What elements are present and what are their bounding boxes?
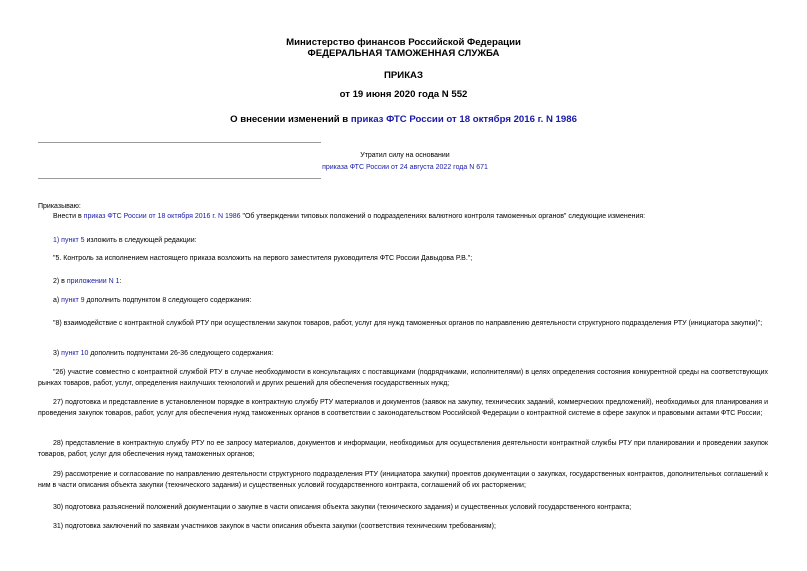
paragraph-31: 31) подготовка заключений по заявкам участников закупок в части описания объекта закупки (соответствия техническим требованиям); <box>53 523 496 530</box>
paragraph-29: 29) рассмотрение и согласование по направлению деятельности структурного подразделения РТУ (инициатора закупки) проектов документации о закупках, государственных контрактов, дополнительных соглашений к ним в части описания объекта закупки (технического задания) и существенных условий государственного контракта, соглашений об их расторжении; <box>38 471 768 489</box>
document-subject <box>0 114 807 125</box>
intro-paragraph: Внести в приказ ФТС России от 18 октября 2016 г. N 1986 "Об утверждении типовых положений о подразделениях валютного контроля таможенных органов" следующие изменения: <box>53 213 646 220</box>
intro-link[interactable]: приказ ФТС России от 18 октября 2016 г. N 1986 <box>83 213 241 220</box>
service-title: ФЕДЕРАЛЬНАЯ ТАМОЖЕННАЯ СЛУЖБА <box>307 48 500 59</box>
divider-top <box>38 142 321 143</box>
item-1-text: "5. Контроль за исполнением настоящего приказа возложить на первого заместителя руководителя ФТС России Давыдова Р.В."; <box>53 255 473 262</box>
subject-link[interactable]: приказ ФТС России от 18 октября 2016 г. N 1986 <box>350 114 577 125</box>
item-3-link[interactable]: пункт 10 <box>61 350 89 357</box>
subject-prefix: О внесении изменений в <box>230 114 351 125</box>
paragraph-28: 28) представление в контрактную службу РТУ по ее запросу материалов, документов и информации, необходимых для осуществления деятельности контрактной службы РТУ при планировании и проведении закупок товаров, работ, услуг для обеспечения нужд таможенных органов; <box>38 440 768 458</box>
item-2a: а) пункт 9 дополнить подпунктом 8 следующего содержания: <box>53 297 252 304</box>
item-2-link[interactable]: приложении N 1 <box>66 278 120 285</box>
item-2a-link[interactable]: пункт 9 <box>61 297 85 304</box>
paragraph-26: "26) участие совместно с контрактной службой РТУ в случае необходимости в консультациях с поставщиками (подрядчиками, исполнителями) в целях определения состояния конкурентной среды на соответствующих рынках товаров, работ, услуг, определения наилучших технологий и других решений для обеспечения государственных нужд; <box>38 369 768 387</box>
ministry-title: Министерство финансов Российской Федерации <box>286 37 521 48</box>
status-note-text: Утратил силу на основании <box>360 152 450 159</box>
document-date-number: от 19 июня 2020 года N 552 <box>339 89 468 100</box>
paragraph-27: 27) подготовка и представление в установленном порядке в контрактную службу РТУ материалов и документов (заявок на закупку, технических заданий, коммерческих предложений), необходимых для планирования и проведения закупок товаров, работ, услуг для обеспечения нужд таможенных органов в соответствии с законодательством Российской Федерации о контрактной системе в сфере закупок и правовыми актами ФТС России; <box>38 399 768 417</box>
item-1: 1) пункт 5 изложить в следующей редакции: <box>53 237 197 244</box>
item-2a-text: "8) взаимодействие с контрактной службой РТУ при осуществлении закупок товаров, работ, услуг для нужд таможенных органов по направлению деятельности структурного подразделения РТУ (инициатора закупки)"; <box>53 320 763 327</box>
paragraph-30: 30) подготовка разъяснений положений документации о закупке в части описания объекта закупки (технического задания) и существенных условий государственного контракта; <box>53 504 632 511</box>
item-2: 2) в приложении N 1: <box>53 278 122 285</box>
document-type: ПРИКАЗ <box>384 70 423 81</box>
item-3: 3) пункт 10 дополнить подпунктами 26-36 следующего содержания: <box>53 350 274 357</box>
divider-bottom <box>38 178 321 179</box>
status-note-link[interactable]: приказа ФТС России от 24 августа 2022 года N 671 <box>322 164 488 171</box>
order-word: Приказываю: <box>38 203 81 210</box>
item-1-link[interactable]: пункт 5 <box>61 237 85 244</box>
